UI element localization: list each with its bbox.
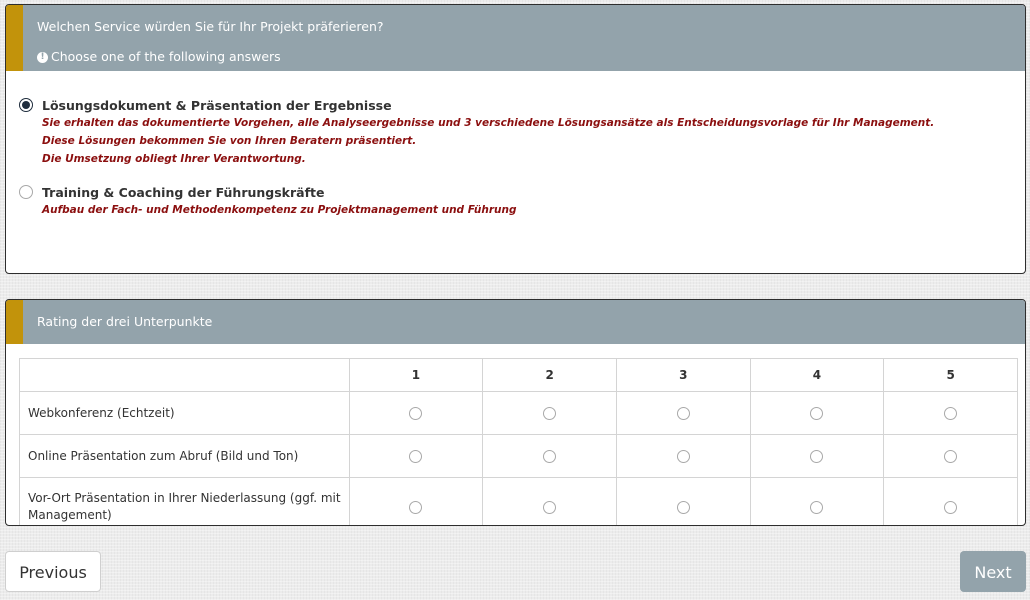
question-header	[6, 5, 1025, 71]
previous-button[interactable]: Previous	[5, 551, 101, 592]
rating-radio[interactable]	[810, 450, 823, 463]
rating-cell[interactable]	[884, 478, 1018, 527]
question-panel-service	[5, 4, 1026, 274]
answer-description	[42, 201, 1015, 219]
rating-column-header: 4	[750, 359, 884, 392]
rating-table	[19, 358, 1018, 526]
answer-description-line: Aufbau der Fach- und Methodenkompetenz zu Projektmanagement und Führung	[42, 204, 517, 216]
rating-radio[interactable]	[543, 501, 556, 514]
answer-description	[42, 114, 1015, 168]
rating-cell[interactable]	[884, 435, 1018, 478]
rating-column-header: 1	[349, 359, 483, 392]
table-row	[20, 478, 1018, 527]
rating-cell[interactable]	[349, 478, 483, 527]
header-accent-bar	[6, 300, 23, 344]
rating-cell[interactable]	[884, 392, 1018, 435]
table-row	[20, 392, 1018, 435]
answer-radio-training[interactable]	[19, 185, 33, 199]
next-button[interactable]: Next	[960, 551, 1026, 592]
rating-radio[interactable]	[944, 501, 957, 514]
rating-radio[interactable]	[810, 407, 823, 420]
info-icon: !	[37, 52, 48, 63]
rating-cell[interactable]	[750, 392, 884, 435]
rating-cell[interactable]	[616, 435, 750, 478]
rating-radio[interactable]	[677, 501, 690, 514]
rating-cell[interactable]	[616, 478, 750, 527]
rating-cell[interactable]	[750, 478, 884, 527]
rating-cell[interactable]	[349, 392, 483, 435]
rating-cell[interactable]	[349, 435, 483, 478]
table-row	[20, 435, 1018, 478]
question-help	[37, 49, 281, 65]
question-title: Rating der drei Unterpunkte	[37, 314, 213, 329]
rating-radio[interactable]	[409, 450, 422, 463]
answer-option-loesungsdokument[interactable]	[19, 97, 1015, 168]
answer-description-line: Diese Lösungen bekommen Sie von Ihren Beratern präsentiert.	[42, 135, 417, 147]
rating-cell[interactable]	[483, 392, 617, 435]
rating-row-label: Webkonferenz (Echtzeit)	[20, 392, 350, 435]
answer-radio-loesungsdokument[interactable]	[19, 98, 33, 112]
rating-cell[interactable]	[483, 478, 617, 527]
question-header	[6, 300, 1025, 344]
rating-row-label: Online Präsentation zum Abruf (Bild und Ton)	[20, 435, 350, 478]
rating-header-empty	[20, 359, 350, 392]
rating-radio[interactable]	[677, 407, 690, 420]
answer-option-training[interactable]	[19, 184, 1015, 219]
answer-list	[19, 97, 1015, 235]
rating-radio[interactable]	[409, 407, 422, 420]
question-help-text: Choose one of the following answers	[51, 49, 281, 64]
rating-radio[interactable]	[944, 407, 957, 420]
answer-label: Lösungsdokument & Präsentation der Ergebnisse	[42, 98, 392, 113]
rating-column-header: 3	[616, 359, 750, 392]
rating-radio[interactable]	[543, 450, 556, 463]
rating-column-header: 5	[884, 359, 1018, 392]
header-accent-bar	[6, 5, 23, 71]
rating-radio[interactable]	[409, 501, 422, 514]
rating-cell[interactable]	[616, 392, 750, 435]
rating-header-row	[20, 359, 1018, 392]
answer-description-line: Sie erhalten das dokumentierte Vorgehen, alle Analyseergebnisse und 3 verschiedene Lösungsansätze als Entscheidungsvorlage für Ihr Management.	[42, 117, 935, 129]
rating-radio[interactable]	[543, 407, 556, 420]
rating-radio[interactable]	[944, 450, 957, 463]
rating-radio[interactable]	[810, 501, 823, 514]
answer-label: Training & Coaching der Führungskräfte	[42, 185, 325, 200]
rating-cell[interactable]	[750, 435, 884, 478]
rating-row-label: Vor-Ort Präsentation in Ihrer Niederlassung (ggf. mit Management)	[20, 478, 350, 527]
answer-description-line: Die Umsetzung obliegt Ihrer Verantwortung.	[42, 153, 306, 165]
question-title: Welchen Service würden Sie für Ihr Projekt präferieren?	[37, 19, 384, 34]
question-panel-rating	[5, 299, 1026, 526]
rating-cell[interactable]	[483, 435, 617, 478]
rating-radio[interactable]	[677, 450, 690, 463]
rating-column-header: 2	[483, 359, 617, 392]
